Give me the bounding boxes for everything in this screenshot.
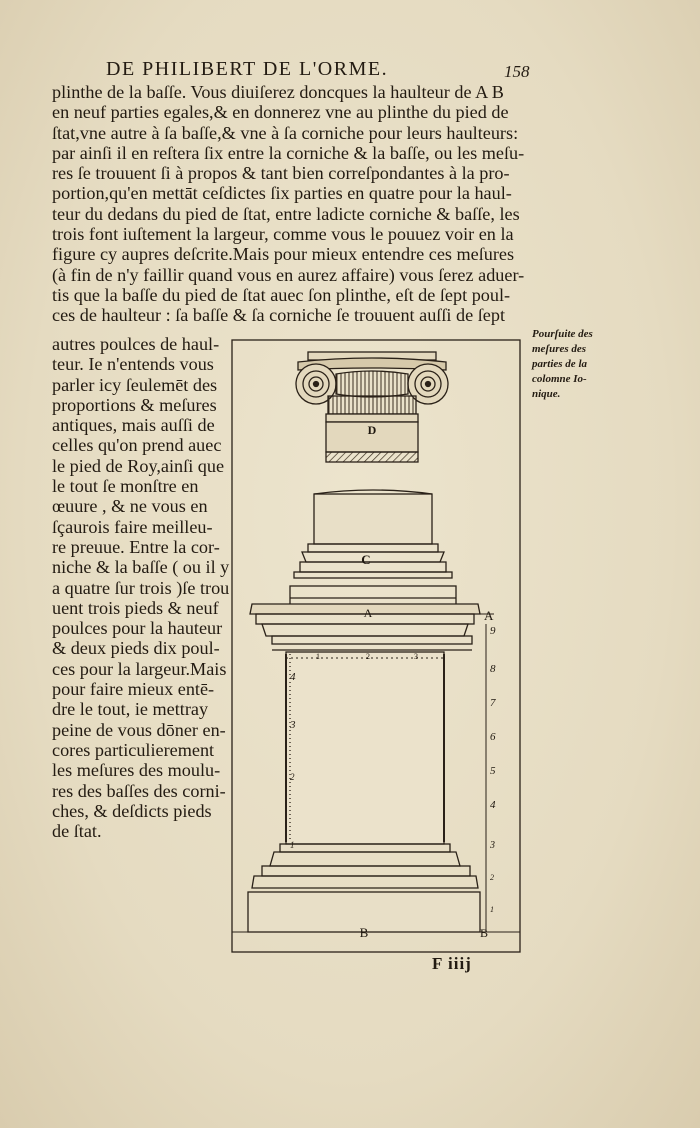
running-head: DE PHILIBERT DE L'ORME. — [106, 58, 389, 80]
right-scale-mark: 2 — [490, 873, 494, 882]
text-line: res ſe trouuent ſi à propos & tant bien correſpondantes à la pro- — [52, 163, 510, 184]
top-scale-mark: 2 — [366, 652, 370, 661]
marginal-note — [532, 327, 610, 402]
folio-number: 158 — [504, 62, 530, 81]
marginal-line: parties de la — [532, 358, 587, 370]
right-scale-mark: 7 — [490, 697, 496, 709]
right-scale-mark: 9 — [490, 625, 496, 637]
text-line: niche & la baſſe ( ou il y — [52, 557, 230, 578]
text-line: parler icy ſeulemēt des — [52, 374, 218, 395]
text-line: portion,qu'en mettāt ceſdictes ſix parties en quatre pour la haul- — [52, 183, 512, 204]
left-scale-mark: 4 — [290, 671, 296, 683]
text-line: antiques, mais auſſi de — [52, 415, 215, 436]
left-scale-mark: 2 — [290, 772, 295, 782]
text-line: ſtat,vne autre à ſa baſſe,& vne à ſa corniche pour leurs haulteurs: — [52, 122, 519, 143]
text-line: ſçaurois faire meilleu- — [52, 516, 213, 537]
text-line: en neuf parties egales,& en donnerez vne au plinthe du pied de — [52, 102, 509, 123]
text-line: uent trois pieds & neuf — [52, 597, 219, 618]
label-b-right: B — [480, 926, 489, 940]
text-line: & deux pieds dix poul- — [52, 638, 220, 659]
text-line: proportions & meſures — [52, 394, 217, 415]
text-line: pour faire mieux entē- — [52, 679, 215, 700]
marginal-line: Pourſuite des — [532, 328, 593, 340]
text-line: de ſtat. — [52, 821, 102, 842]
text-line: cores particulierement — [52, 739, 215, 760]
pedestal-figure — [228, 336, 524, 956]
label-a-right: A — [484, 608, 494, 623]
right-scale-mark: 5 — [490, 765, 496, 777]
text-line: tis que la baſſe du pied de ſtat auec ſon plinthe, eſt de ſept poul- — [52, 284, 511, 305]
text-line: par ainſi il en reſtera ſix entre la corniche & la baſſe, ou les meſu- — [52, 142, 525, 163]
text-line: plinthe de la baſſe. Vous diuiſerez doncques la haulteur de A B — [52, 82, 504, 102]
pedestal-upper — [290, 490, 456, 606]
text-line: le pied de Roy,ainſi que — [52, 455, 225, 476]
label-a-left: A — [363, 606, 373, 620]
text-line: dre le tout, ie mettray — [52, 699, 209, 720]
text-line: teur du dedans du pied de ſtat, entre ladicte corniche & baſſe, les — [52, 203, 520, 224]
top-scale-mark: 1 — [316, 652, 320, 661]
text-line: a quatre ſur trois )ſe trou — [52, 577, 230, 598]
text-line: œuure , & ne vous en — [52, 496, 208, 517]
text-line: autres poulces de haul- — [52, 334, 220, 354]
text-line: res des baſſes des corni- — [52, 780, 226, 801]
label-b-left: B — [359, 925, 369, 940]
marginal-line: meſures des — [532, 343, 587, 355]
ionic-capital — [296, 352, 448, 462]
text-line: les meſures des moulu- — [52, 760, 221, 781]
text-line: ches, & deſdicts pieds — [52, 800, 212, 821]
right-scale-mark: 6 — [490, 731, 496, 743]
left-scale-mark: 3 — [290, 719, 296, 731]
right-scale-mark: 4 — [490, 799, 496, 811]
label-d: D — [367, 423, 377, 437]
marginal-line: nique. — [532, 388, 561, 400]
pedestal-base — [248, 844, 480, 932]
label-c: C — [361, 552, 371, 567]
text-line: celles qu'on prend auec — [52, 435, 222, 456]
right-scale-mark: 1 — [490, 905, 494, 914]
marginal-line: colomne Io- — [532, 373, 587, 385]
pedestal-die — [286, 652, 444, 844]
right-scale-mark: 8 — [490, 663, 496, 675]
text-line: (à fin de n'y faillir quand vous en aurez affaire) vous ſerez aduer- — [52, 264, 525, 285]
text-line: figure cy aupres deſcrite.Mais pour mieux entendre ces meſures — [52, 244, 515, 265]
text-line: teur. Ie n'entends vous — [52, 354, 214, 375]
text-line: re preuue. Entre la cor- — [52, 536, 220, 557]
text-line: peine de vous dōner en- — [52, 719, 226, 740]
text-line: le tout ſe monſtre en — [52, 476, 199, 497]
text-line: trois font iuſtement la largeur, comme vous le pouuez voir en la — [52, 224, 514, 245]
body-text-column — [52, 334, 232, 841]
signature-mark: F iiij — [432, 954, 472, 973]
text-line: poulces pour la hauteur — [52, 618, 223, 639]
right-scale-mark: 3 — [490, 840, 495, 851]
text-line: ces pour la largeur.Mais — [52, 658, 227, 679]
left-scale-mark: 1 — [290, 840, 295, 850]
body-text-full-width — [52, 82, 530, 326]
top-scale-mark: 3 — [414, 652, 418, 661]
text-line: ces de haulteur : ſa baſſe & ſa corniche ſe trouuent auſſi de ſept — [52, 305, 505, 326]
